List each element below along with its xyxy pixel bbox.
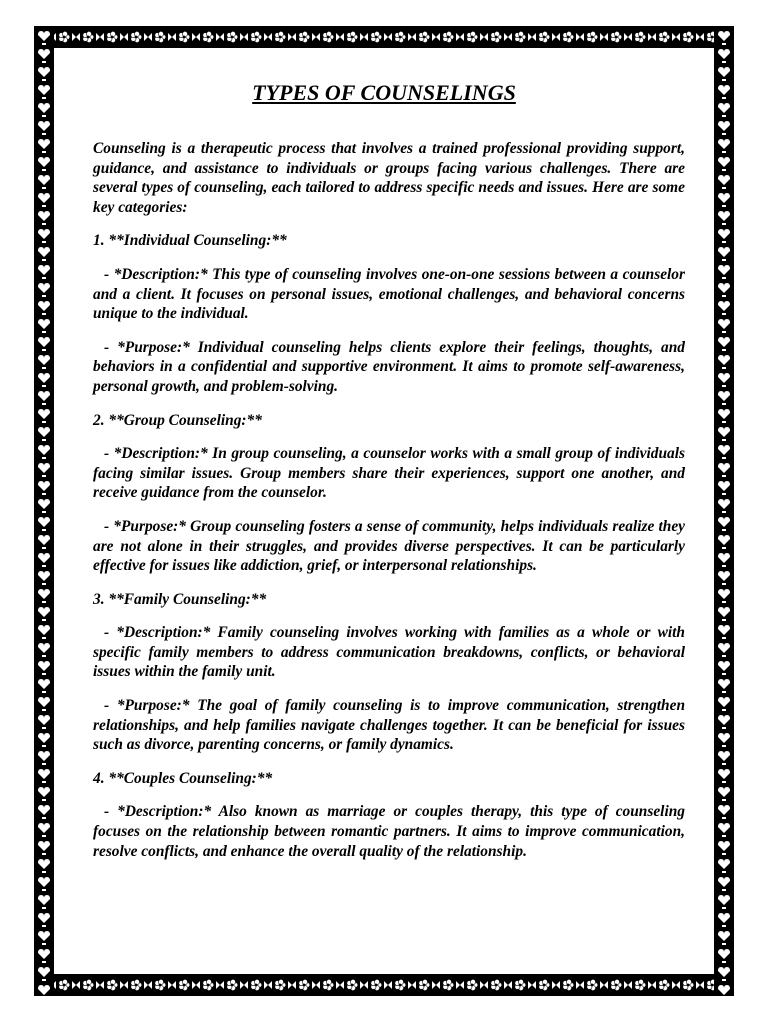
section-heading-couples: 4. **Couples Counseling:** (93, 769, 273, 787)
section-heading-group: 2. **Group Counseling:** (93, 411, 262, 429)
section-heading-individual: 1. **Individual Counseling:** (93, 232, 287, 250)
section-description-individual: - *Description:* This type of counseling involves one-on-one sessions between a counselor and a client. It focuses on personal issues, emotional challenges, and behavioral concerns unique to the individual. (93, 265, 685, 323)
intro-paragraph: Counseling is a therapeutic process that involves a trained professional providing support, guidance, and assistance to individuals or groups facing various challenges. There are several types of counseling, each tailored to address specific needs and issues. Here are some key categories: (93, 140, 685, 216)
bottom-ornament-border (34, 974, 734, 996)
heart-ornament-icon (34, 26, 54, 996)
section-description-group: - *Description:* In group counseling, a counselor works with a small group of individuals facing similar issues. Group members share their experiences, support one another, and receive guidance from the counselor. (93, 445, 685, 502)
document-title: TYPES OF COUNSELINGS (252, 80, 516, 105)
section-heading-family: 3. **Family Counseling:** (93, 590, 267, 608)
flower-ornament-icon (34, 26, 734, 48)
section-description-family: - *Description:* Family counseling involves working with families as a whole or with specific family members to address communication breakdowns, conflicts, or behavioral issues within the family unit. (93, 624, 685, 681)
section-description-couples: - *Description:* Also known as marriage or couples therapy, this type of counseling focuses on the relationship between romantic partners. It aims to improve communication, resolve conflicts, and enhance the overall quality of the relationship. (93, 803, 685, 860)
document-body (93, 139, 685, 875)
right-ornament-border (714, 26, 734, 996)
flower-ornament-icon (34, 974, 734, 996)
section-purpose-individual: - *Purpose:* Individual counseling helps clients explore their feelings, thoughts, and behaviors in a confidential and supportive environment. It aims to promote self-awareness, personal growth, and problem-solving. (93, 338, 685, 395)
section-purpose-family: - *Purpose:* The goal of family counseling is to improve communication, strengthen relationships, and help families navigate challenges together. It can be beneficial for issues such as divorce, parenting concerns, or family dynamics. (93, 697, 685, 754)
section-purpose-group: - *Purpose:* Group counseling fosters a sense of community, helps individuals realize they are not alone in their struggles, and provides diverse perspectives. It can be particularly effective for issues like addiction, grief, or interpersonal relationships. (93, 517, 685, 575)
top-ornament-border (34, 26, 734, 48)
left-ornament-border (34, 26, 54, 996)
heart-ornament-icon (714, 26, 734, 996)
